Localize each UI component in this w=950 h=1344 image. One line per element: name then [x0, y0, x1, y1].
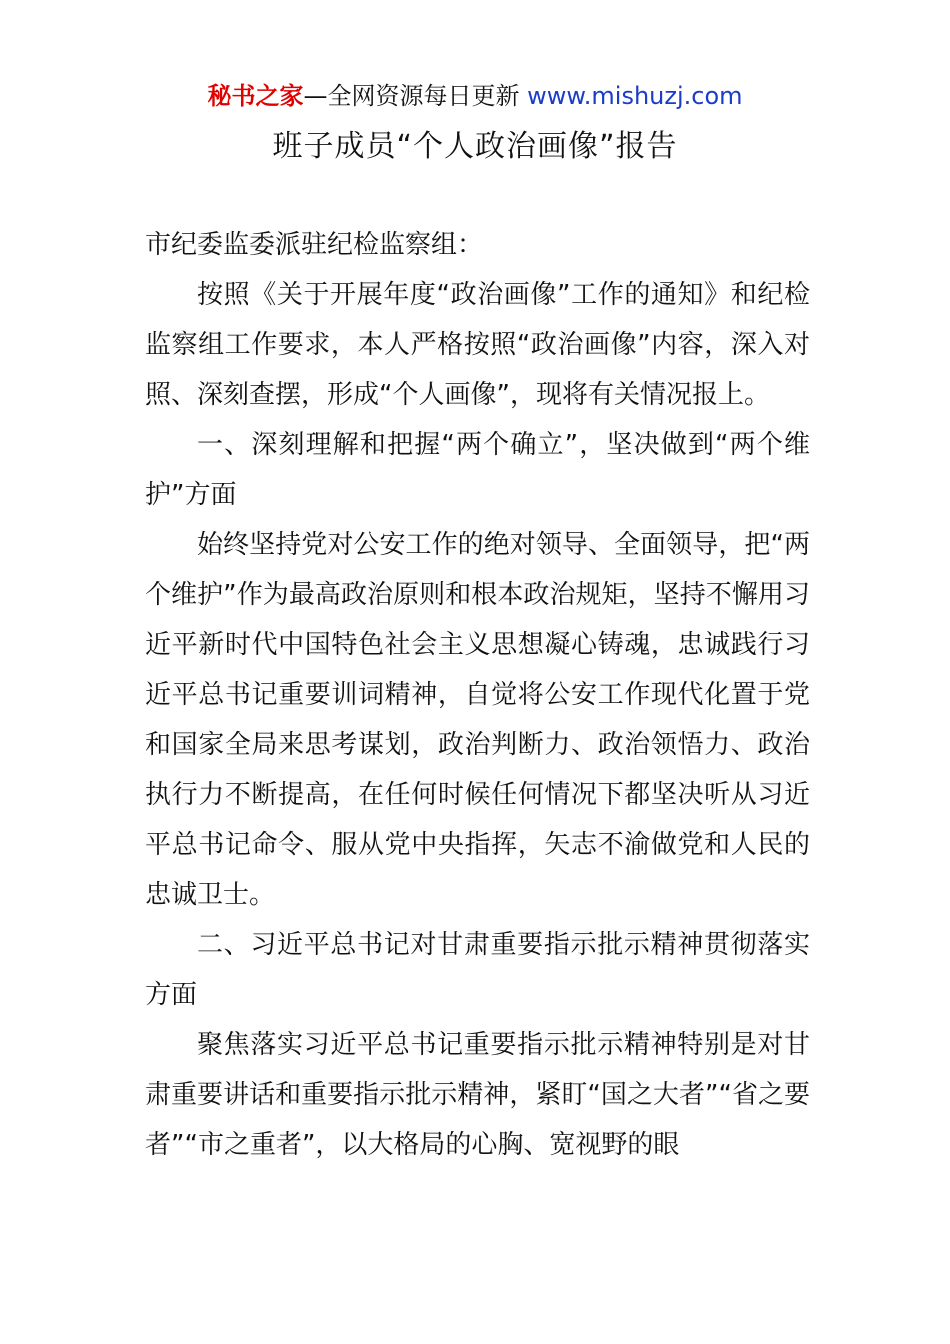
site-header	[0, 80, 950, 112]
document-title: 班子成员“个人政治画像”报告	[272, 129, 678, 164]
section-heading-1: 一、深刻理解和把握“两个确立”，坚决做到“两个维护”方面	[145, 430, 810, 510]
site-url-link[interactable]: www.mishuzj.com	[527, 82, 743, 110]
section-heading-2: 二、习近平总书记对甘肃重要指示批示精神贯彻落实方面	[145, 930, 810, 1010]
document-body	[145, 220, 810, 1170]
salutation: 市纪委监委派驻纪检监察组：	[145, 230, 484, 260]
paragraph-section-1: 始终坚持党对公安工作的绝对领导、全面领导，把“两个维护”作为最高政治原则和根本政治规矩，坚持不懈用习近平新时代中国特色社会主义思想凝心铸魂，忠诚践行习近平总书记重要训词精神，自觉将公安工作现代化置于党和国家全局来思考谋划，政治判断力、政治领悟力、政治执行力不断提高，在任何时候任何情况下都坚决听从习近平总书记命令、服从党中央指挥，矢志不渝做党和人民的忠诚卫士。	[145, 530, 810, 910]
brand-name: 秘书之家	[207, 82, 304, 110]
header-tagline: —全网资源每日更新	[303, 82, 520, 110]
paragraph-intro: 按照《关于开展年度“政治画像”工作的通知》和纪检监察组工作要求，本人严格按照“政治画像”内容，深入对照、深刻查摆，形成“个人画像”，现将有关情况报上。	[145, 280, 810, 410]
paragraph-section-2: 聚焦落实习近平总书记重要指示批示精神特别是对甘肃重要讲话和重要指示批示精神，紧盯“国之大者”“省之要者”“市之重者”，以大格局的心胸、宽视野的眼	[145, 1030, 810, 1160]
